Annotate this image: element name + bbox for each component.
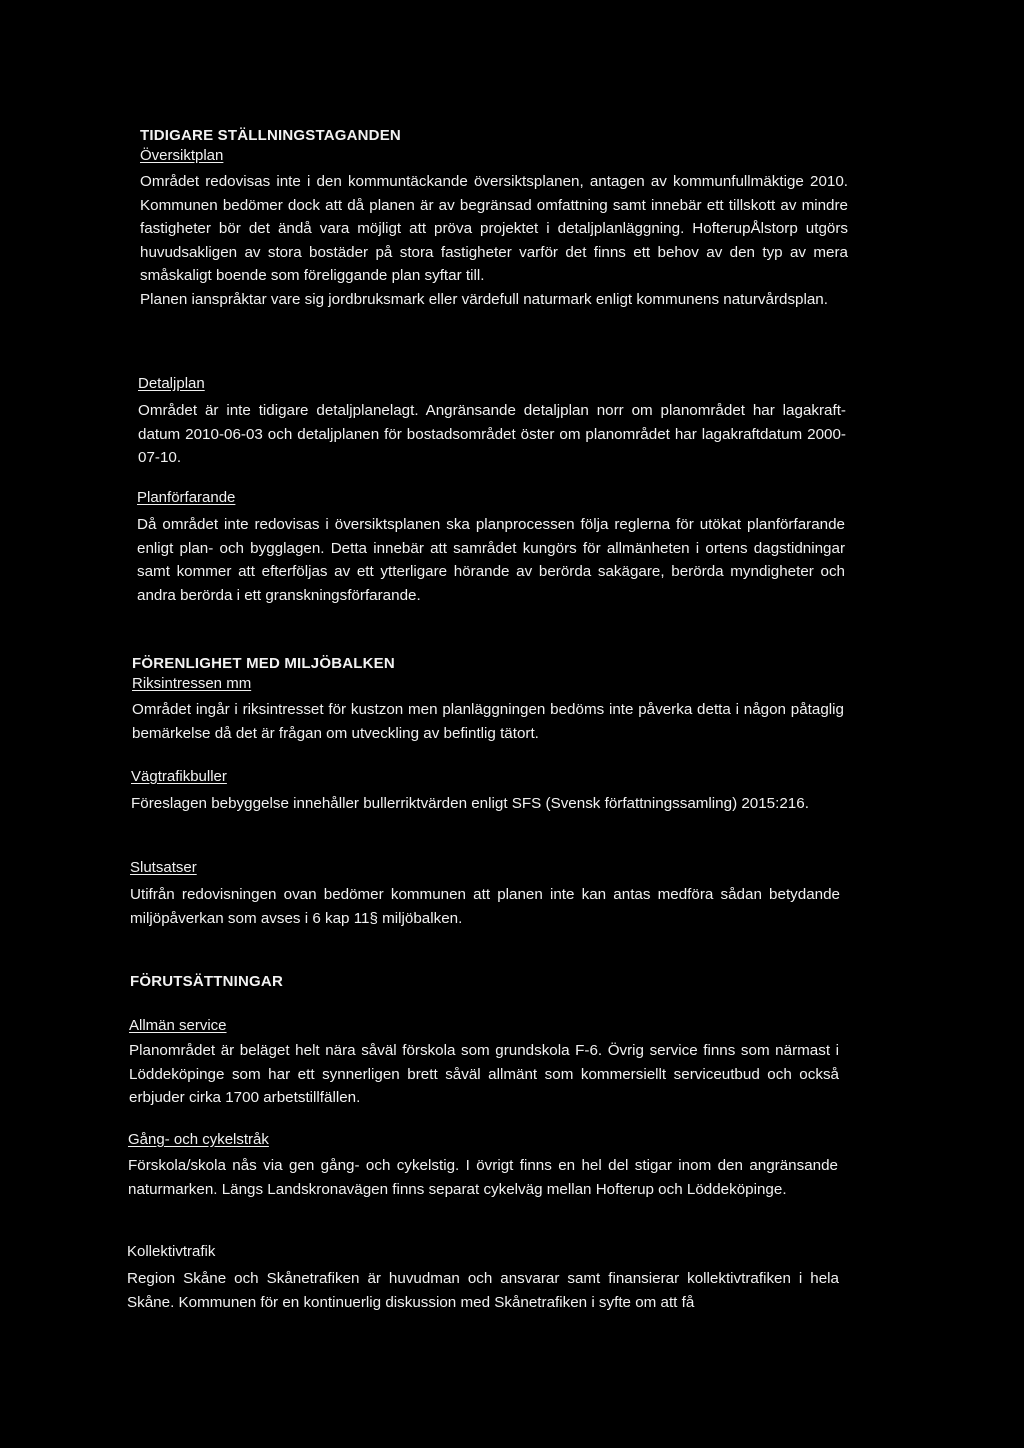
section-tidigare	[140, 126, 848, 311]
section-kollektivtrafik	[127, 1242, 839, 1314]
subheading-riksintressen: Riksintressen mm	[132, 675, 252, 692]
paragraph-allman-service-1: Planområdet är beläget helt nära såväl förskola som grundskola F-6. Övrig service finns som närmast i Löddeköpinge som har ett synnerligen brett såväl allmänt som kommersiellt serviceutbud och också erbjuder cirka 1700 arbetstillfällen.	[129, 1042, 839, 1106]
paragraph-vagtrafikbuller-1: Föreslagen bebyggelse innehåller bullerriktvärden enligt SFS (Svensk författningssamling) 2015:216.	[131, 795, 809, 812]
section-miljobalken	[132, 654, 844, 745]
paragraph-detaljplan-1: Området är inte tidigare detaljplanelagt. Angränsande detaljplan norr om planområdet har lagakraft-datum 2010-06-03 och detaljplanen för bostadsområdet öster om planområdet har lagakraftdatum 2000-07-10.	[138, 402, 846, 466]
section-vagtrafikbuller	[131, 767, 841, 816]
paragraph-planforfarande-1: Då området inte redovisas i översiktsplanen ska planprocessen följa reglerna för utökat planförfarande enligt plan- och bygglagen. Detta innebär att samrådet kungörs för allmänheten i ortens dagstidningar samt kommer att efterföljas av ett ytterligare hörande av berörda sakägare, berörda myndigheter och andra berörda i ett granskningsförfarande.	[137, 516, 845, 604]
subheading-planforfarande: Planförfarande	[137, 489, 236, 506]
paragraph-oversiktplan-2: Planen ianspråktar vare sig jordbruksmark eller värdefull naturmark enligt kommunens naturvårdsplan.	[140, 290, 828, 308]
paragraph-riksintressen-1: Området ingår i riksintresset för kustzon men planläggningen bedöms inte påverka detta i någon påtaglig bemärkelse då det är frågan om utveckling av befintlig tätort.	[132, 701, 844, 742]
section-slutsatser	[130, 858, 840, 930]
paragraph-slutsatser-1: Utifrån redovisningen ovan bedömer kommunen att planen inte kan antas medföra sådan betydande miljöpåverkan som avses i 6 kap 11§ miljöbalken.	[130, 886, 840, 927]
subheading-kollektivtrafik: Kollektivtrafik	[127, 1243, 216, 1260]
section-forutsattningar	[130, 972, 840, 992]
subheading-gang-cykel: Gång- och cykelstråk	[128, 1131, 269, 1148]
section-heading-forutsattningar: FÖRUTSÄTTNINGAR	[130, 973, 283, 990]
paragraph-oversiktplan-1: Området redovisas inte i den kommuntäckande översiktsplanen, antagen av kommunfullmäktige 2010. Kommunen bedömer dock att då planen är av begränsad omfattning samt innebär ett tillskott av mindre fastigheter bör det ändå vara möjligt att pröva projektet i detaljplanläggning. HofterupÅlstorp utgörs huvudsakligen av stora bostäder på stora fastigheter varför det finns ett behov av den typ av mera småskaligt boende som föreliggande plan syftar till.	[140, 173, 848, 284]
section-heading-tidigare: TIDIGARE STÄLLNINGSTAGANDEN	[140, 127, 401, 144]
section-gang-cykel	[128, 1130, 838, 1201]
subheading-detaljplan: Detaljplan	[138, 375, 205, 392]
subheading-allman-service: Allmän service	[129, 1017, 227, 1034]
paragraph-gang-cykel-1: Förskola/skola nås via gen gång- och cykelstig. I övrigt finns en hel del stigar inom den angränsande naturmarken. Längs Landskronavägen finns separat cykelväg mellan Hofterup och Löddeköpinge.	[128, 1157, 838, 1198]
paragraph-kollektivtrafik-1: Region Skåne och Skånetrafiken är huvudman och ansvarar samt finansierar kollektivtrafiken i hela Skåne. Kommunen för en kontinuerlig diskussion med Skånetrafiken i syfte om att få	[127, 1270, 839, 1311]
section-planforfarande	[137, 488, 845, 607]
section-detaljplan	[138, 374, 846, 470]
subheading-oversiktplan: Översiktplan	[140, 147, 224, 164]
section-heading-miljobalken: FÖRENLIGHET MED MILJÖBALKEN	[132, 655, 395, 672]
subheading-slutsatser: Slutsatser	[130, 859, 197, 876]
subheading-vagtrafikbuller: Vägtrafikbuller	[131, 768, 227, 785]
section-allman-service	[129, 1016, 839, 1110]
